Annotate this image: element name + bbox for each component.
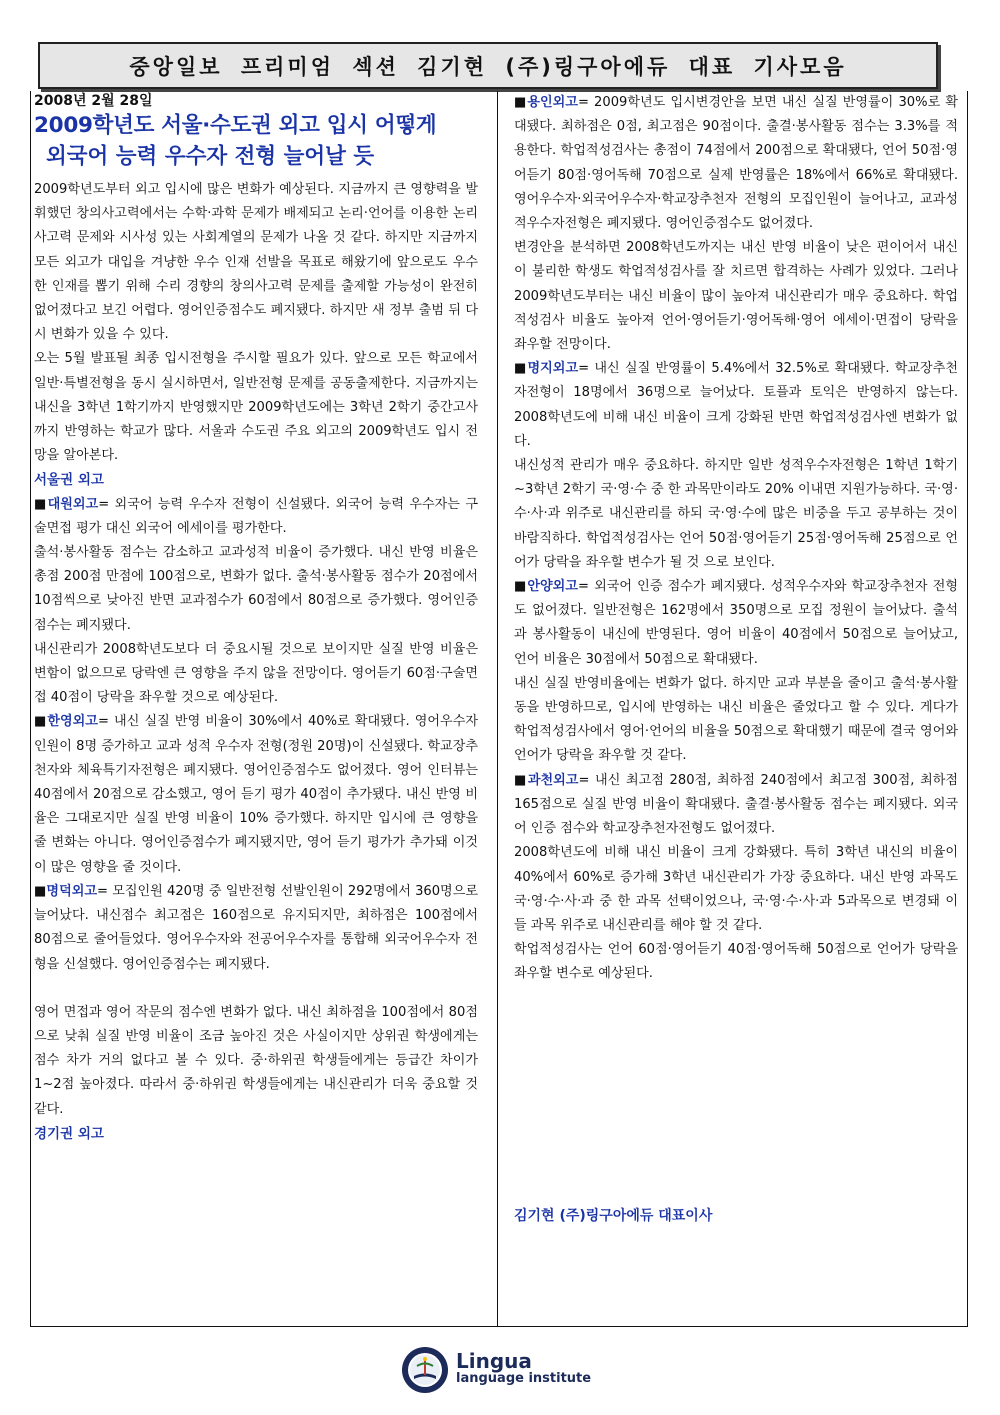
headline-line1: 2009학년도 서울·수도권 외고 입시 어떻게 (34, 113, 437, 138)
intro-paragraph-2: 오는 5월 발표될 최종 입시전형을 주시할 필요가 있다. 앞으로 모든 학교에서 일반·특별전형을 동시 실시하면서, 일반전형 문제를 공동출제한다. 지금까지는 내신을 3학년 1학기까지 반영했지만 2009학년도에는 3학년 2학기 중간고사까지 반영하는 학교가 많다. 서울과 수도권 주요 외고의 2009학년도 입시 전망을 알아본다. (34, 351, 478, 464)
gwacheon-paragraph-3: 학업적성검사는 언어 60점·영어듣기 40점·영어독해 50점으로 언어가 당락을 좌우할 변수로 예상된다. (514, 942, 958, 982)
author-byline: 김기현 (주)링구아에듀 대표이사 (514, 1208, 713, 1224)
square-bullet-icon: ■ (514, 361, 528, 377)
square-bullet-icon: ■ (34, 714, 48, 730)
logo-brand: Lingua (456, 1349, 532, 1373)
daewon-paragraph (34, 493, 478, 541)
lingua-emblem-icon (400, 1345, 450, 1395)
school-myungduk: 명덕외고 (46, 883, 98, 899)
section-gyeonggi: 경기권 외고 (34, 1125, 104, 1142)
school-daewon: 대원외고 (47, 496, 99, 512)
yongin-paragraph-2: 변경안을 분석하면 2008학년도까지는 내신 반영 비율이 낮은 편이어서 내신이 불리한 학생도 학업적성검사를 잘 치르면 합격하는 사례가 있었다. 그러나 2009학년도부터는 내신 비율이 많이 높아져 내신관리가 매우 중요하다. 학업적성검사 비율도 높아져 언어·영어듣기·영어독해·영어 에세이·면접이 당락을 좌우할 전망이다. (514, 240, 958, 353)
gwacheon-text: = 내신 최고점 280점, 최하점 240점에서 최고점 300점, 최하점 165점으로 실질 반영 비율이 확대됐다. 출결·봉사활동 점수는 폐지됐다. 외국어 인증 점수와 학교장추천자전형도 없어졌다. (514, 772, 959, 837)
anyang-text: = 외국어 인증 점수가 폐지됐다. 성적우수자와 학교장추천자 전형도 없어졌다. 일반전형은 162명에서 350명으로 모집 정원이 늘어났다. 출석과 봉사활동이 내신에 반영된다. 영어 비율이 40점에서 50점으로 늘어났고, 언어 비율은 30점에서 50점으로 확대됐다. (514, 579, 958, 667)
myungduk-text: = 모집인원 420명 중 일반전형 선발인원이 292명에서 360명으로 늘어났다. 내신점수 최고점은 160점으로 유지되지만, 최하점은 100점에서 80점으로 줄어들었다. 영어우수자와 전공어우수자를 통합해 외국어우수자 전형을 신설했다. 영어인증점수는 폐지됐다. (34, 883, 479, 972)
myungji-paragraph-2: 내신성적 관리가 매우 중요하다. 하지만 일반 성적우수자전형은 1학년 1학기~3학년 2학기 국·영·수 중 한 과목만이라도 20% 이내면 지원가능하다. 국·영·수·사·과 위주로 내신관리를 하되 국·영·수에 많은 비중을 두고 공부하는 것이 바람직하다. 학업적성검사는 언어 50점·영어듣기 25점·영어독해 25점으로 언어가 당락을 좌우할 변수가 될 것 으로 보인다. (514, 458, 958, 570)
hanyoung-text: = 내신 실질 반영 비율이 30%에서 40%로 확대됐다. 영어우수자 인원이 8명 증가하고 교과 성적 우수자 전형(정원 20명)이 신설됐다. 학교장추천자와 체육특기자전형은 폐지됐다. 영어인증점수도 없어졌다. 영어 인터뷰는 40점에서 20점으로 감소했고, 영어 듣기 평가 40점이 추가됐다. 내신 반영 비율은 그대로지만 실질 반영 비율이 10% 증가했다. 하지만 입시에 큰 영향을 줄 변화는 아니다. 영어인증점수가 폐지됐지만, 영어 듣기 평가가 추가돼 이것이 많은 영향을 줄 것이다. (34, 714, 478, 875)
square-bullet-icon: ■ (514, 95, 528, 110)
gwacheon-paragraph (514, 769, 958, 842)
school-gwacheon: 과천외고 (527, 772, 579, 788)
logo-subtitle: language institute (456, 1371, 592, 1386)
page-banner: 중앙일보 프리미엄 섹션 김기현 (주)링구아에듀 대표 기사모음 (38, 42, 938, 89)
intro-paragraph-1: 2009학년도부터 외고 입시에 많은 변화가 예상된다. 지금까지 큰 영향력을 발휘했던 창의사고력에서는 수학·과학 문제가 배제되고 논리·언어를 이용한 논리사고력 문제와 시사성 있는 사회계열의 문제가 나올 것 같다. 하지만 지금까지 모든 외고가 대입을 겨냥한 우수 인재 선발을 목표로 해왔기에 앞으로도 우수한 인재를 뽑기 위해 수리 경향의 창의사고력 문제를 출제할 가능성이 완전히 없어졌다고 보긴 어렵다. 영어인증점수도 폐지됐다. 하지만 새 정부 출범 뒤 다시 변화가 있을 수 있다. (34, 182, 478, 343)
myungduk-paragraph-2: 영어 면접과 영어 작문의 점수엔 변화가 없다. 내신 최하점을 100점에서 80점으로 낮춰 실질 반영 비율이 조금 높아진 것은 사실이지만 상위권 학생에게는 점수 차가 거의 없다고 볼 수 있다. 중·하위권 학생들에게는 등급간 차이가 1~2점 높아졌다. 따라서 중·하위권 학생들에게는 내신관리가 더욱 중요할 것 같다. (34, 1004, 478, 1117)
headline-line2: 외국어 능력 우수자 전형 늘어날 듯 (46, 144, 375, 169)
square-bullet-icon: ■ (514, 579, 528, 595)
column-divider (497, 91, 498, 1327)
daewon-paragraph-2: 출석·봉사활동 점수는 감소하고 교과성적 비율이 증가했다. 내신 반영 비율은 총점 200점 만점에 100점으로, 변화가 없다. 출석·봉사활동 점수가 20점에서 10점씩으로 낮아진 반면 교과점수가 60점에서 80점으로 증가했다. 영어인증점수는 폐지됐다. (34, 545, 478, 633)
square-bullet-icon: ■ (34, 496, 48, 512)
school-anyang: 안양외고 (527, 579, 578, 595)
paragraph-gap (34, 977, 478, 1001)
myungji-text: = 내신 실질 반영률이 5.4%에서 32.5%로 확대됐다. 학교장추천자전형이 18명에서 36명으로 늘어났다. 토플과 토익은 반영하지 않는다. 2008학년도에 비해 내신 비율이 크게 강화된 반면 학업적성검사엔 변화가 없다. (514, 361, 959, 449)
right-column (514, 91, 958, 987)
lingua-logo (400, 1343, 630, 1397)
bottom-rule (30, 1326, 968, 1327)
myungduk-paragraph (34, 880, 478, 977)
left-border (30, 91, 31, 1327)
section-seoul: 서울권 외고 (34, 472, 104, 489)
square-bullet-icon: ■ (514, 772, 528, 788)
anyang-paragraph (514, 575, 958, 672)
yongin-paragraph (514, 91, 958, 236)
yongin-text: = 2009학년도 입시변경안을 보면 내신 실질 반영률이 30%로 확대됐다. 최하점은 0점, 최고점은 90점이다. 출결·봉사활동 점수는 3.3%를 적용한다. 학업적성검사는 총점이 74점에서 200점으로 확대됐다, 언어 50점·영어듣기 80점·영어독해 70점으로 실제 반영률은 18%에서 66%로 확대됐다. 영어우수자·외국어우수자·학교장추천자 전형의 모집인원이 늘어나고, 교과성적우수자전형은 폐지됐다. 영어인증점수도 없어졌다. (514, 95, 958, 232)
daewon-paragraph-3: 내신관리가 2008학년도보다 더 중요시될 것으로 보이지만 실질 반영 비율은 변함이 없으므로 당락엔 큰 영향을 주지 않을 전망이다. 영어듣기 60점·구술면접 40점이 당락을 좌우할 것으로 예상된다. (34, 641, 478, 706)
square-bullet-icon: ■ (34, 883, 47, 899)
daewon-text: = 외국어 능력 우수자 전형이 신설됐다. 외국어 능력 우수자는 구술면접 평가 대신 외국어 에세이를 평가한다. (34, 496, 478, 536)
anyang-paragraph-2: 내신 실질 반영비율에는 변화가 없다. 하지만 교과 부분을 줄이고 출석·봉사활동을 반영하므로, 입시에 반영하는 내신 비율은 줄었다고 할 수 있다. 게다가 학업적성검사에서 영어·언어의 비율을 50점으로 확대했기 때문에 결국 영어와 언어가 당락을 좌우할 것 같다. (514, 675, 958, 764)
school-myungji: 명지외고 (527, 361, 579, 377)
school-yongin: 용인외고 (527, 95, 578, 110)
school-hanyoung: 한영외고 (47, 714, 98, 730)
article-date: 2008년 2월 28일 (34, 93, 153, 109)
gwacheon-paragraph-2: 2008학년도에 비해 내신 비율이 크게 강화됐다. 특히 3학년 내신의 비율이 40%에서 60%로 증가해 3학년 내신관리가 가장 중요하다. 내신 반영 과목도 국·영·수·사·과 중 한 과목 선택이었으나, 국·영·수·사·과 5과목으로 변경돼 이들 과목 위주로 내신관리를 해야 할 것 같다. (514, 845, 958, 933)
myungji-paragraph (514, 357, 958, 454)
right-border (967, 91, 968, 1327)
left-column (34, 91, 478, 1146)
hanyoung-paragraph (34, 710, 478, 879)
